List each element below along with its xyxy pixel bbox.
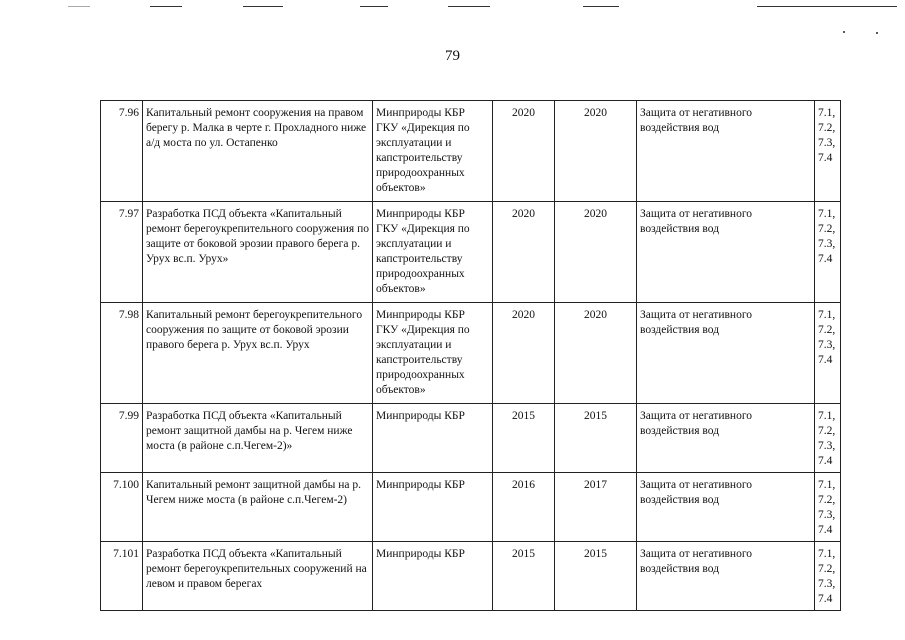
measure-name: Разработка ПСД объекта «Капитальный ремонт защитной дамбы на р. Чегем ниже моста (в районе с.п.Чегем-2)» [143, 404, 373, 473]
table-row [101, 542, 841, 611]
expected-result: Защита от негативного воздействия вод [637, 101, 815, 202]
row-number: 7.100 [101, 473, 143, 542]
table-row [101, 303, 841, 404]
responsible-org: Минприроды КБР ГКУ «Дирекция по эксплуатации и капстроительству природоохранных объектов» [373, 101, 493, 202]
table-row [101, 101, 841, 202]
end-year: 2020 [555, 303, 637, 404]
indicator-links: 7.1, 7.2, 7.3, 7.4 [815, 202, 841, 303]
indicator-links: 7.1, 7.2, 7.3, 7.4 [815, 303, 841, 404]
start-year: 2020 [493, 303, 555, 404]
start-year: 2020 [493, 101, 555, 202]
responsible-org: Минприроды КБР ГКУ «Дирекция по эксплуатации и капстроительству природоохранных объектов» [373, 202, 493, 303]
start-year: 2020 [493, 202, 555, 303]
expected-result: Защита от негативного воздействия вод [637, 303, 815, 404]
row-number: 7.97 [101, 202, 143, 303]
scan-dot [843, 31, 845, 33]
start-year: 2015 [493, 542, 555, 611]
start-year: 2016 [493, 473, 555, 542]
measure-name: Капитальный ремонт берегоукрепительного сооружения по защите от боковой эрозии правого берега р. Урух вс.п. Урух [143, 303, 373, 404]
table-row [101, 202, 841, 303]
responsible-org: Минприроды КБР [373, 542, 493, 611]
indicator-links: 7.1, 7.2, 7.3, 7.4 [815, 473, 841, 542]
row-number: 7.101 [101, 542, 143, 611]
responsible-org: Минприроды КБР [373, 473, 493, 542]
measures-table [100, 100, 841, 611]
expected-result: Защита от негативного воздействия вод [637, 202, 815, 303]
measure-name: Разработка ПСД объекта «Капитальный ремонт берегоукрепительного сооружения по защите от боковой эрозии правого берега р. Урух вс.п. Урух» [143, 202, 373, 303]
indicator-links: 7.1, 7.2, 7.3, 7.4 [815, 542, 841, 611]
table-row [101, 404, 841, 473]
start-year: 2015 [493, 404, 555, 473]
responsible-org: Минприроды КБР [373, 404, 493, 473]
expected-result: Защита от негативного воздействия вод [637, 404, 815, 473]
indicator-links: 7.1, 7.2, 7.3, 7.4 [815, 404, 841, 473]
row-number: 7.98 [101, 303, 143, 404]
indicator-links: 7.1, 7.2, 7.3, 7.4 [815, 101, 841, 202]
page-number: 79 [445, 48, 460, 64]
responsible-org: Минприроды КБР ГКУ «Дирекция по эксплуатации и капстроительству природоохранных объектов» [373, 303, 493, 404]
end-year: 2017 [555, 473, 637, 542]
expected-result: Защита от негативного воздействия вод [637, 542, 815, 611]
expected-result: Защита от негативного воздействия вод [637, 473, 815, 542]
end-year: 2020 [555, 202, 637, 303]
end-year: 2015 [555, 404, 637, 473]
measure-name: Капитальный ремонт защитной дамбы на р. Чегем ниже моста (в районе с.п.Чегем-2) [143, 473, 373, 542]
end-year: 2015 [555, 542, 637, 611]
measure-name: Капитальный ремонт сооружения на правом берегу р. Малка в черте г. Прохладного ниже а/д моста по ул. Остапенко [143, 101, 373, 202]
row-number: 7.96 [101, 101, 143, 202]
scan-header-marks [0, 0, 905, 12]
table-row [101, 473, 841, 542]
row-number: 7.99 [101, 404, 143, 473]
scan-dot [876, 32, 878, 34]
measure-name: Разработка ПСД объекта «Капитальный ремонт берегоукрепительных сооружений на левом и правом берегах [143, 542, 373, 611]
end-year: 2020 [555, 101, 637, 202]
